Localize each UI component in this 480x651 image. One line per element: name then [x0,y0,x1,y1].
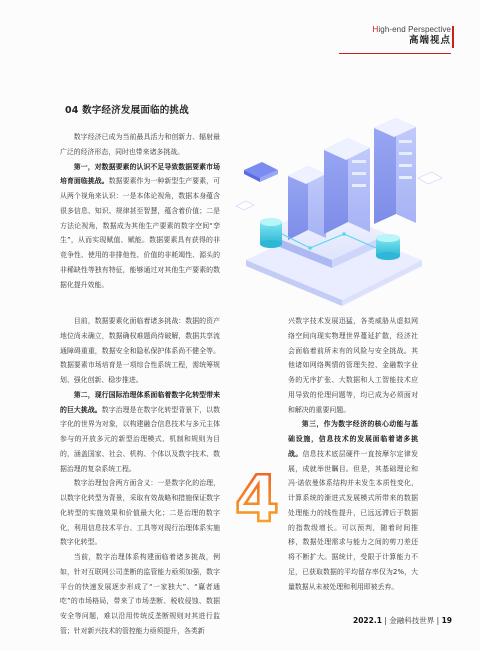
paragraph-lead: 第一，对数据要素的认识不足导致数据要素市场培育面临挑战。 [60,162,220,186]
footer-separator: | [384,616,387,625]
data-cylinder-right [376,234,400,260]
footer-magazine: 金融科技世界 [389,616,435,625]
section-header-english [373,26,452,34]
paragraph-body: 数字治理包含两方面含义：一是数字化的治理，以数字化转型为背景，采取有效战略和措施保证数字化转型的实施效果和价值最大化；二是治理的数字化，利用信息技术平台、工具等对现行治理体系实施数字化转型。 [60,479,220,547]
paragraph-body: 数字经济已成为当前最具活力和创新力、辐射最广泛的经济形态，同时也带来诸多挑战。 [60,133,220,156]
server-tower-right [374,118,416,224]
paragraph [60,160,220,293]
paragraph-body: 当前，数字治理体系构建面临着诸多挑战，例如，针对互联网公司垄断的监管能力亟须加强，数字平台的快速发展逐步形成了“一家独大”、“赢者通吃”的市场格局，带来了市场垄断、税收侵蚀、数据安全等问题，难以沿用传统反垄断规则对其进行监管；针对新兴技术的管控能力亟须提升，各类新 [60,553,220,635]
paragraph-body: 目前，数据要素化面临着诸多挑战：数据的资产地位尚未确立，数据确权难题尚待破解，数据共享流通障碍重重，数据安全和隐私保护体系尚不健全等。数据要素市场培育是一项综合性系统工程，需统筹规划、强化创新、稳步推进。 [60,317,220,384]
header-rule [339,53,451,54]
isometric-data-illustration [226,110,444,310]
footer-issue: 2022.1 [352,616,382,625]
paragraph-body: 数据要素作为一种新型生产要素，可从两个视角来认识：一是本体论视角，数据本身蕴含很多信息、知识、规律甚至智慧，蕴含着价值；二是方法论视角，数据成为其他生产要素的数字空间“孪生”，从而实现赋值、赋能。数据要素具有获得的非竞争性、使用的非排他性、价值的非耗竭性、源头的非稀缺性等独有特征，能够通过对其他生产要素的数据化提升效能。 [60,177,221,289]
footer-page-number: 19 [441,616,452,625]
text-column-left [60,314,220,639]
text-column-right [288,314,418,594]
page-footer [353,615,452,626]
section-header [373,26,452,46]
paragraph-body: 信息技术底层硬件一直按摩尔定律发展，成就举世瞩目。但是，其基础理论和冯·诺依曼体系结构并未发生本质性变化，计算系统的渐进式发展模式所带来的数据处理能力的线性提升，已远远滞后于数据的指数级增长。可以预判，随着时间推移，数据处理需求与能力之间的剪刀差还将不断扩大。据统计，受限于计算能力不足，已获取数据的平均留存率仅为2%，大量数据从未被处理和利用即被丢弃。 [288,449,418,591]
paragraph [60,130,220,160]
header-initial: H [372,25,379,34]
header-accent-bar [452,26,454,48]
server-tower-left [288,166,326,240]
paragraph-lead: 第三，作为数字经济的核心动能与基础设施，信息技术的发展面临着诸多挑战。 [288,420,418,458]
paragraph-lead: 第二，现行国际治理体系面临着数字化转型带来的巨大挑战。 [60,390,220,414]
paragraph [60,388,220,477]
paragraph [60,550,220,639]
footer-separator-2: | [436,616,440,625]
section-header-chinese: 高端视点 [408,35,451,46]
article-section-title: 04 数字经济发展面临的挑战 [65,105,189,116]
header-en-rest: igh-end Perspective [378,25,451,34]
paragraph [60,476,220,550]
floating-chip [244,162,278,182]
server-tower-middle [324,138,370,234]
paragraph [288,314,418,417]
data-cylinder-left [260,218,282,248]
paragraph [288,417,418,594]
paragraph-body: 兴数字技术发展迅猛，各类威胁从虚拟网络空间向现实物理世界蔓延扩散，经济社会面临着前所未有的风险与安全挑战。其他诸如网络舆情的管理失控、金融数字业务的无序扩张、大数据和人工智能技术应用导致的伦理问题等，均已成为必须面对和解决的重要问题。 [288,317,418,414]
text-column-top [60,130,220,292]
paragraph [60,314,220,388]
decorative-section-numeral [234,463,280,537]
svg-text:4: 4 [234,463,280,537]
paragraph-body: 数字治理是在数字化转型背景下，以数字化的世界为对象，以构建融合信息技术与多元主体参与的开放多元的新型治理模式、机制和规则为目的，涵盖国家、社会、机构、个体以及数字技术、数据治理的复杂系统工程。 [60,405,221,473]
